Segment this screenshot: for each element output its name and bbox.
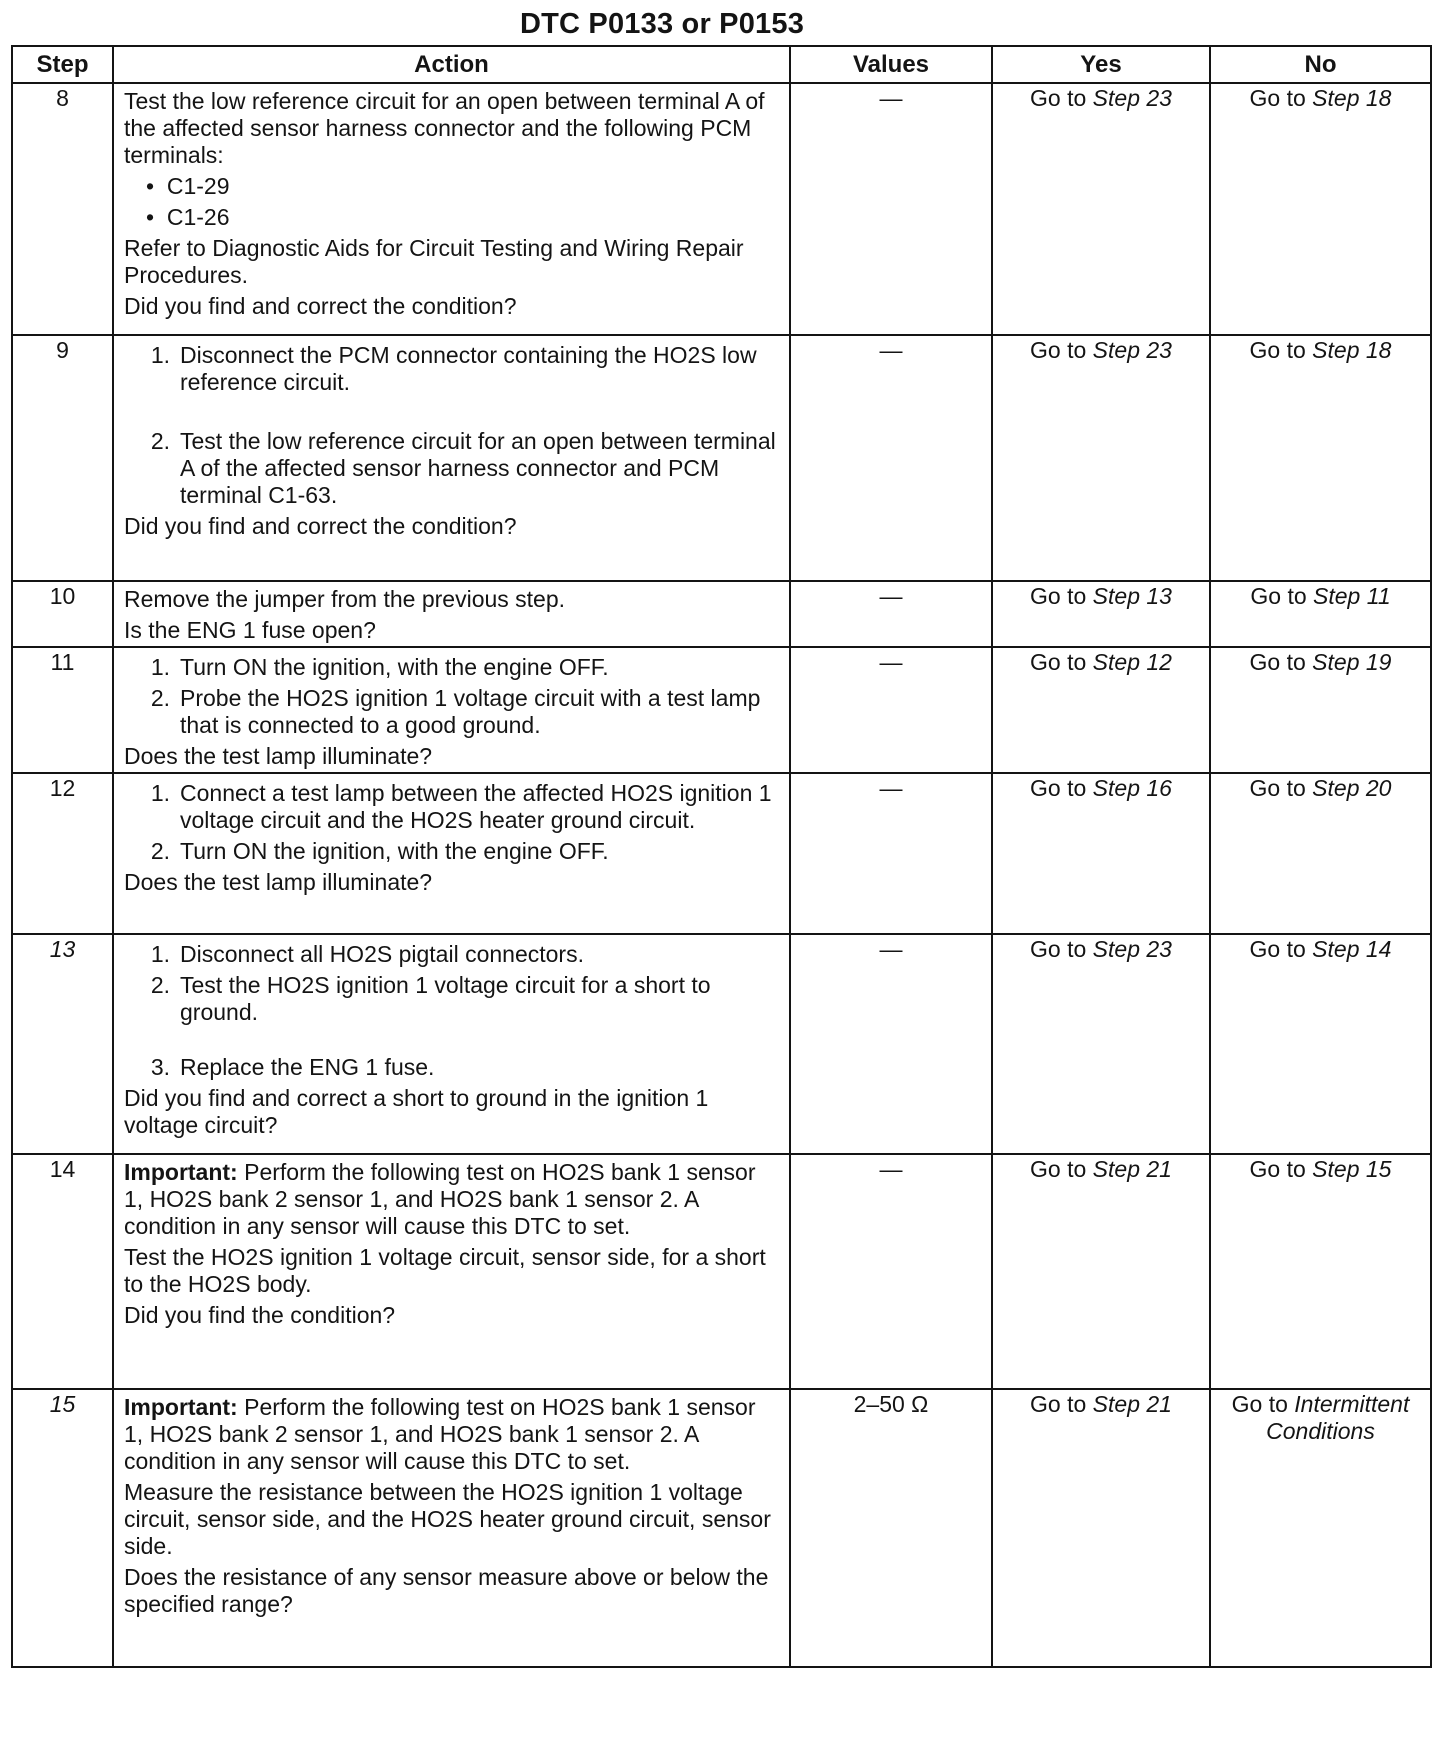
item-text: Probe the HO2S ignition 1 voltage circuit with a test lamp that is connected to a good ground. (180, 685, 761, 738)
values-cell: — (790, 83, 992, 335)
yes-cell (992, 934, 1210, 1154)
yes-step-link[interactable]: Step 13 (1092, 583, 1172, 609)
action-question: Did you find and correct a short to ground in the ignition 1 voltage circuit? (124, 1085, 709, 1138)
no-cell (1210, 1389, 1431, 1667)
no-step-link[interactable]: Step 18 (1312, 337, 1392, 363)
no-step-link[interactable]: Step 15 (1312, 1156, 1392, 1182)
action-question: Does the test lamp illuminate? (124, 743, 433, 769)
table-header-row (12, 46, 1431, 83)
yes-cell (992, 1154, 1210, 1389)
values-cell: — (790, 1154, 992, 1389)
step-number: 14 (12, 1154, 113, 1389)
goto-label: Go to (1030, 1391, 1087, 1417)
action-text: Refer to Diagnostic Aids for Circuit Testing and Wiring Repair Procedures. (124, 235, 744, 288)
table-row-step-10 (12, 581, 1431, 647)
goto-label: Go to (1030, 649, 1087, 675)
important-text: Perform the following test on HO2S bank 1 sensor 1, HO2S bank 2 sensor 1, and HO2S bank 1 sensor 2. A condition in any sensor will cause this DTC to set. (124, 1159, 756, 1239)
values-cell: — (790, 335, 992, 581)
no-cell (1210, 773, 1431, 934)
numbered-item (124, 654, 779, 681)
item-text: Replace the ENG 1 fuse. (180, 1054, 435, 1080)
yes-cell (992, 647, 1210, 773)
bullet-item: • C1-26 (146, 204, 230, 230)
goto-label: Go to (1030, 775, 1087, 801)
no-step-link[interactable]: Step 14 (1312, 936, 1392, 962)
table-row-step-8 (12, 83, 1431, 335)
yes-step-link[interactable]: Step 23 (1092, 337, 1172, 363)
yes-step-link[interactable]: Step 16 (1092, 775, 1172, 801)
action-cell (113, 934, 790, 1154)
step-number: 11 (12, 647, 113, 773)
header-action: Action (113, 46, 790, 83)
yes-step-link[interactable]: Step 12 (1092, 649, 1172, 675)
numbered-item (124, 838, 779, 865)
goto-label: Go to (1249, 775, 1306, 801)
no-cell (1210, 335, 1431, 581)
numbered-item (124, 941, 779, 968)
no-step-link[interactable]: Step 11 (1313, 583, 1391, 609)
item-text: Disconnect the PCM connector containing the HO2S low reference circuit. (180, 342, 757, 395)
values-cell: — (790, 773, 992, 934)
goto-label: Go to (1030, 337, 1087, 363)
step-number: 12 (12, 773, 113, 934)
goto-label: Go to (1231, 1391, 1288, 1417)
step-number: 13 (12, 934, 113, 1154)
item-number: 1. (150, 780, 170, 806)
numbered-item (124, 780, 779, 834)
no-step-link[interactable]: Step 19 (1312, 649, 1392, 675)
no-cell (1210, 647, 1431, 773)
no-step-link[interactable]: Step 18 (1312, 85, 1392, 111)
no-cell (1210, 581, 1431, 647)
no-cell (1210, 83, 1431, 335)
item-number: 1. (150, 941, 170, 967)
table-row-step-11 (12, 647, 1431, 773)
action-question: Does the resistance of any sensor measure above or below the specified range? (124, 1564, 769, 1617)
item-number: 2. (150, 685, 170, 711)
yes-step-link[interactable]: Step 21 (1092, 1391, 1172, 1417)
no-step-link[interactable]: Intermittent Conditions (1266, 1391, 1410, 1444)
item-number: 2. (150, 838, 170, 864)
no-step-link[interactable]: Step 20 (1312, 775, 1392, 801)
goto-label: Go to (1249, 649, 1306, 675)
action-question: Does the test lamp illuminate? (124, 869, 433, 895)
goto-label: Go to (1249, 85, 1306, 111)
action-question: Did you find and correct the condition? (124, 513, 517, 539)
item-text: Turn ON the ignition, with the engine OFF. (180, 838, 609, 864)
header-no: No (1210, 46, 1431, 83)
item-number: 2. (150, 972, 170, 998)
goto-label: Go to (1030, 936, 1087, 962)
diagnostic-table (11, 45, 1432, 1668)
action-question: Did you find and correct the condition? (124, 293, 517, 319)
action-text: Test the low reference circuit for an open between terminal A of the affected sensor harness connector and the following PCM terminals: (124, 88, 765, 168)
numbered-item (124, 685, 779, 739)
item-number: 2. (150, 428, 170, 454)
values-cell: 2–50 Ω (790, 1389, 992, 1667)
page-title: DTC P0133 or P0153 (519, 8, 805, 40)
step-number: 8 (12, 83, 113, 335)
action-cell (113, 773, 790, 934)
table-row-step-13 (12, 934, 1431, 1154)
important-note (124, 1159, 779, 1240)
numbered-item (124, 342, 779, 396)
table-row-step-15 (12, 1389, 1431, 1667)
table-row-step-12 (12, 773, 1431, 934)
numbered-item (124, 428, 779, 509)
yes-cell (992, 335, 1210, 581)
action-question: Is the ENG 1 fuse open? (124, 617, 376, 643)
bullet-text: C1-26 (166, 204, 230, 230)
header-values: Values (790, 46, 992, 83)
yes-cell (992, 1389, 1210, 1667)
item-number: 1. (150, 342, 170, 368)
item-number: 1. (150, 654, 170, 680)
yes-step-link[interactable]: Step 23 (1092, 936, 1172, 962)
values-cell: — (790, 581, 992, 647)
action-cell (113, 83, 790, 335)
important-label: Important: (124, 1159, 238, 1185)
goto-label: Go to (1250, 583, 1307, 609)
values-cell: — (790, 934, 992, 1154)
action-question: Did you find the condition? (124, 1302, 396, 1328)
goto-label: Go to (1249, 936, 1306, 962)
header-yes: Yes (992, 46, 1210, 83)
important-note (124, 1394, 779, 1475)
important-text: Perform the following test on HO2S bank 1 sensor 1, HO2S bank 2 sensor 1, and HO2S bank 1 sensor 2. A condition in any sensor will cause this DTC to set. (124, 1394, 756, 1474)
item-text: Turn ON the ignition, with the engine OFF. (180, 654, 609, 680)
table-row-step-14 (12, 1154, 1431, 1389)
yes-cell (992, 83, 1210, 335)
important-label: Important: (124, 1394, 238, 1420)
goto-label: Go to (1030, 85, 1087, 111)
yes-step-link[interactable]: Step 21 (1092, 1156, 1172, 1182)
yes-cell (992, 773, 1210, 934)
bullet-item: • C1-29 (146, 173, 230, 199)
step-number: 10 (12, 581, 113, 647)
action-text: Test the HO2S ignition 1 voltage circuit, sensor side, for a short to the HO2S body. (124, 1244, 766, 1297)
values-cell: — (790, 647, 992, 773)
numbered-item (124, 972, 779, 1026)
item-text: Disconnect all HO2S pigtail connectors. (180, 941, 584, 967)
bullet-text: C1-29 (166, 173, 230, 199)
numbered-item (124, 1054, 779, 1081)
no-cell (1210, 1154, 1431, 1389)
action-text: Measure the resistance between the HO2S ignition 1 voltage circuit, sensor side, and the HO2S heater ground circuit, sensor side. (124, 1479, 771, 1559)
yes-cell (992, 581, 1210, 647)
goto-label: Go to (1249, 1156, 1306, 1182)
action-cell (113, 335, 790, 581)
item-text: Connect a test lamp between the affected HO2S ignition 1 voltage circuit and the HO2S heater ground circuit. (180, 780, 772, 833)
action-cell (113, 1154, 790, 1389)
goto-label: Go to (1249, 337, 1306, 363)
item-number: 3. (150, 1054, 170, 1080)
item-text: Test the low reference circuit for an open between terminal A of the affected sensor harness connector and PCM terminal C1-63. (180, 428, 776, 508)
table-row-step-9 (12, 335, 1431, 581)
goto-label: Go to (1030, 583, 1087, 609)
goto-label: Go to (1030, 1156, 1087, 1182)
step-number: 9 (12, 335, 113, 581)
no-cell (1210, 934, 1431, 1154)
yes-step-link[interactable]: Step 23 (1092, 85, 1172, 111)
action-cell (113, 1389, 790, 1667)
step-number: 15 (12, 1389, 113, 1667)
header-step: Step (12, 46, 113, 83)
action-text: Remove the jumper from the previous step. (124, 586, 566, 612)
action-cell (113, 581, 790, 647)
item-text: Test the HO2S ignition 1 voltage circuit for a short to ground. (180, 972, 711, 1025)
action-cell (113, 647, 790, 773)
